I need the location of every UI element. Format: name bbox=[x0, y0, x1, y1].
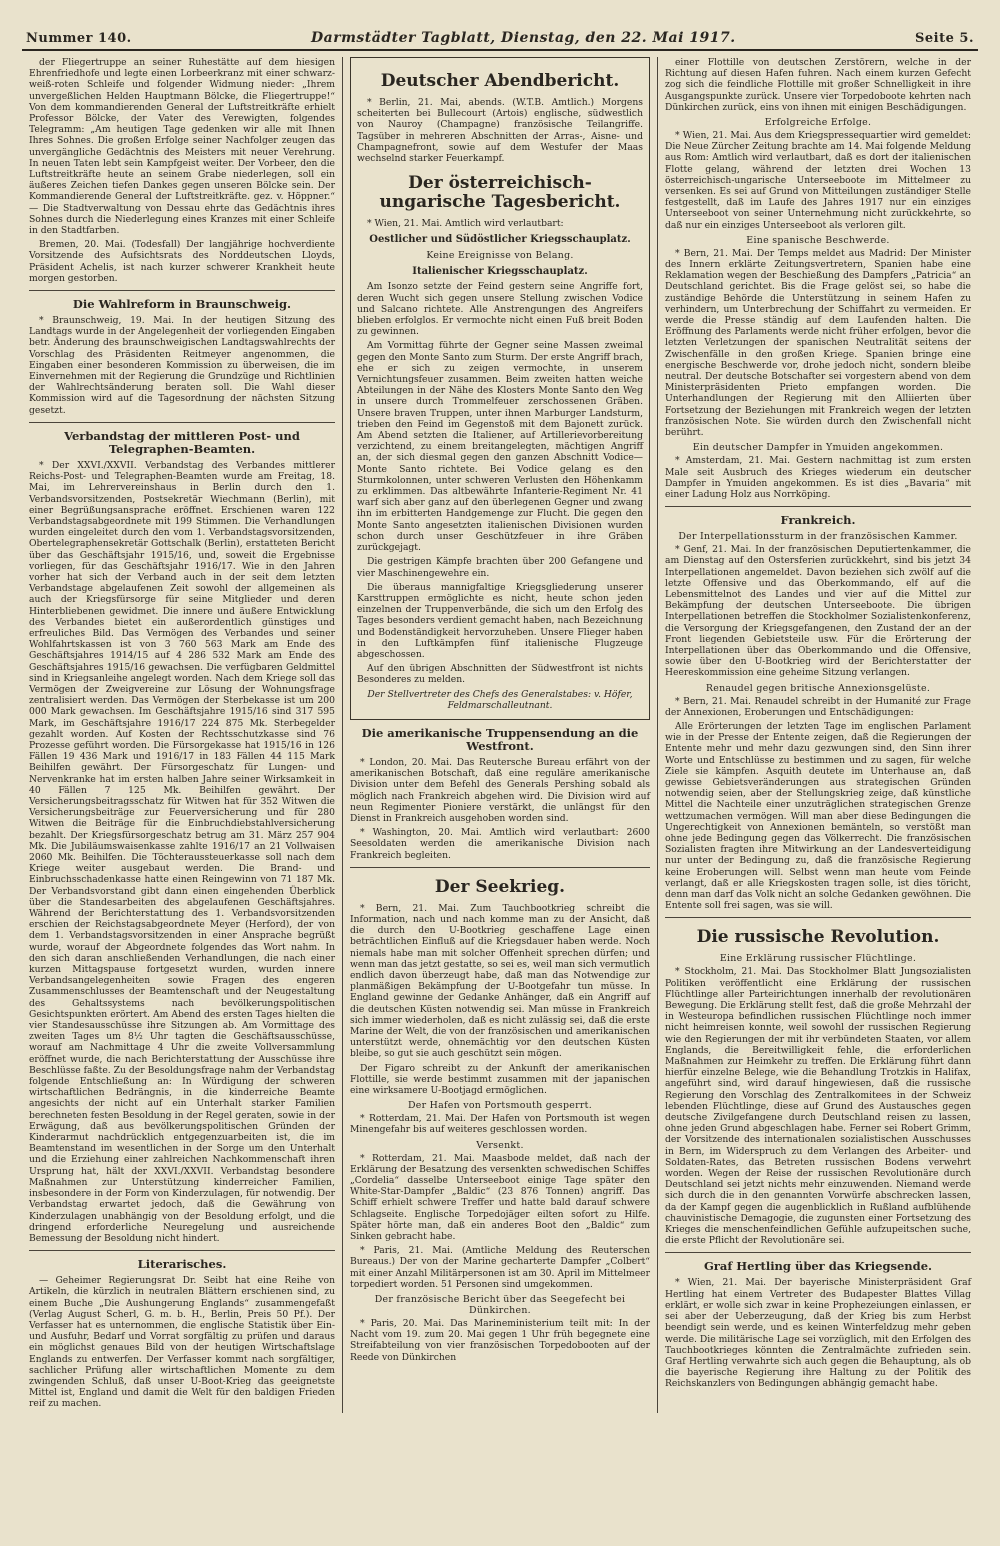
article-paragraph: Am Vormittag führte der Gegner seine Massen zweimal gegen den Monte Santo zum Sturm. Der erste Angriff brach, ehe er sich zu zeigen vermochte, in unserem Vernichtungsfeuer zusammen. Beim zweiten hatten weiche Abteilungen in der Nähe des Klosters Monte Santo den Weg in unsere durch Trommelfeuer zerschossenen Gräben. Unsere braven Truppen, unter ihnen Marburger Landsturm, trieben den Feind im Gegenstoß mit dem Bajonett zurück. Am Abend setzten die Italiener, auf Artillerievorbereitung verzichtend, zu einem breitangelegten, mächtigen Angriff an, der sich diesmal gegen den ganzen Abschnitt Vodice—Monte Santo richtete. Bei Vodice gelang es den Sturmkolonnen, unter schweren Verlusten den Höhenkamm zu erklimmen. Das altbewährte Infanterie-Regiment Nr. 41 warf sich aber ganz auf den überlegenen Gegner und zwang ihn im erbitterten Handgemenge zur Flucht. Die gegen den Monte Santo angesetzten italienischen Divisionen wurden schon durch unser Geschützfeuer in ihre Gräben zurückgejagt. bbox=[357, 340, 643, 554]
article-paragraph: * Braunschweig, 19. Mai. In der heutigen Sitzung des Landtags wurde in der Angelegenheit der vorliegenden Eingaben betr. Änderung des braunschweigischen Landtagswahlrechts der Vorschlag des Präsidenten Reitmeyer angenommen, die Eingaben einer besonderen Kommission zu überweisen, die im Einvernehmen mit der Regierung die Grundzüge und Richtlinien der Wahlrechtsänderung beraten soll. Die Wahl dieser Kommission wird auf die Tagesordnung der nächsten Sitzung gesetzt. bbox=[29, 315, 335, 416]
page-number: Seite 5. bbox=[915, 31, 974, 46]
subheading-italian-front: Italienischer Kriegsschauplatz. bbox=[412, 266, 588, 278]
headline-literarisches: Literarisches. bbox=[137, 1257, 227, 1272]
columns bbox=[22, 57, 978, 1413]
article-paragraph: der Fliegertruppe an seiner Ruhestätte auf dem hiesigen Ehrenfriedhofe und legte einen Lorbeerkranz mit einer schwarz-weiß-roten Schleife und folgender Widmung nieder: „Ihrem unvergeßlichen Helden Hauptmann Bölcke, die Fliegertruppe!“ Von dem kommandierenden General der Luftstreitkräfte erhielt Professor Bölcke, der Vater des Verewigten, folgendes Telegramm: „Am heutigen Tage gedenken wir alle mit Ihnen Ihres Sohnes. Die großen Erfolge seiner Nachfolger zeugen das unvergängliche Gedächtnis des Meisters mit neuer Verehrung. In neuen Taten lebt sein Kampfgeist weiter. Der Vorbeer, den die Luftstreitkräfte heute an seinem Grabe niederlegen, soll ein äußeres Zeichen tiefen Dankes gegen unseren Bölcke sein. Der Kommandierende General der Luftstreitkräfte. gez. v. Höppner.“ — Die Stadtverwaltung von Dessau ehrte das Gedächtnis ihres Sohnes durch die Niederlegung eines Kranzes mit einer Schleife in den Stadtfarben. bbox=[29, 57, 335, 237]
subheading-versenkt: Versenkt. bbox=[476, 1139, 524, 1151]
subheading-east-front: Oestlicher und Südöstlicher Kriegsschauplatz. bbox=[369, 234, 631, 246]
headline-abendbericht: Deutscher Abendbericht. bbox=[380, 71, 620, 91]
headline-seekrieg: Der Seekrieg. bbox=[434, 876, 566, 897]
report-box bbox=[350, 57, 650, 720]
issue-number: Nummer 140. bbox=[26, 31, 132, 46]
signature: Der Stellvertreter des Chefs des Generalstabes: v. Höfer, Feldmarschalleutnant. bbox=[367, 688, 633, 711]
article-paragraph: — Geheimer Regierungsrat Dr. Seibt hat eine Reihe von Artikeln, die kürzlich in neutralen Blättern erschienen sind, zu einem Buche „Die Aushungerung Englands“ zusammengefaßt (Verlag August Scherl, G. m. b. H., Berlin, Preis 50 Pf.). Der Verfasser hat es unternommen, die englische Statistik über Ein- und Ausfuhr, Bedarf und Vorrat sorgfältig zu prüfen und daraus ein möglichst genaues Bild von der heutigen Wirtschaftslage Englands zu entwerfen. Der Verfasser kommt nach sorgfältiger, sachlicher Prüfung aller wirtschaftlichen Momente zu dem zwingenden Schluß, daß unser U-Boot-Krieg das geeignetste Mittel ist, England und damit die Welt für den baldigen Frieden reif zu machen. bbox=[29, 1275, 335, 1410]
headline-truppensendung: Die amerikanische Truppensendung an die Westfront. bbox=[361, 725, 639, 753]
article-paragraph: * Amsterdam, 21. Mai. Gestern nachmittag ist zum ersten Male seit Ausbruch des Krieges wiederum ein deutscher Dampfer in Ymuiden angekommen. Es ist dies „Bavaria“ mit einer Ladung Holz aus Norrköping. bbox=[665, 455, 971, 500]
article-paragraph: * Paris, 20. Mai. Das Marineministerium teilt mit: In der Nacht vom 19. zum 20. Mai gegen 1 Uhr früh begegnete eine Streifabteilung von vier französischen Torpedobooten auf der Reede von Dünkirchen bbox=[350, 1318, 650, 1363]
article-paragraph: * Wien, 21. Mai. Der bayerische Ministerpräsident Graf Hertling hat einem Vertreter des Budapester Blattes Villag erklärt, er wolle sich zwar in keine Prophezeiungen einlassen, er sei aber der Ueberzeugung, daß der Krieg bis zum Herbst beendigt sein werde, und es keinen Winterfeldzug mehr geben werde. Die militärische Lage sei vorzüglich, mit den Erfolgen des Tauchbootkrieges könnten die Zentralmächte zufrieden sein. Graf Hertling verwahrte sich auch gegen die Behauptung, als ob die bayerische Regierung ihre Haltung zu der Politik des Reichskanzlers von Bedingungen abhängig gemacht habe. bbox=[665, 1277, 971, 1390]
headline-hertling: Graf Hertling über das Kriegsende. bbox=[703, 1259, 933, 1274]
article-paragraph: * Rotterdam, 21. Mai. Der Hafen von Portsmouth ist wegen Minengefahr bis auf weiteres geschlossen worden. bbox=[350, 1113, 650, 1136]
article-paragraph: * Rotterdam, 21. Mai. Maasbode meldet, daß nach der Erklärung der Besatzung des versenkten schwedischen Schiffes „Cordelia“ dasselbe Unterseeboot einige Tage später den White-Star-Dampfer „Baldic“ (23 876 Tonnen) angriff. Das Schiff erhielt schwere Treffer und hatte bald darauf schwere Schlagseite. Englische Torpedojäger eilten sofort zu Hilfe. Später hörte man, daß ein anderes Boot den „Baldic“ zum Sinken gebracht habe. bbox=[350, 1152, 650, 1243]
divider bbox=[29, 422, 335, 423]
headline-verbandstag: Verbandstag der mittleren Post- und Telegraphen-Beamten. bbox=[64, 428, 300, 456]
article-paragraph: Der Figaro schreibt zu der Ankunft der amerikanischen Flottille, sie werde bestimmt zusammen mit der japanischen eine wirksamere U-Bootjagd ermöglichen. bbox=[350, 1062, 650, 1097]
subheading-erfolge: Erfolgreiche Erfolge. bbox=[764, 117, 872, 129]
article-paragraph: Die gestrigen Kämpfe brachten über 200 Gefangene und vier Maschinengewehre ein. bbox=[357, 556, 643, 579]
article-paragraph: einer Flottille von deutschen Zerstörern, welche in der Richtung auf diesen Hafen fuhren. Nach einem kurzen Gefecht zog sich die feindliche Flottille mit großer Schnelligkeit in ihre Ausgangspunkte zurück. Unsere vier Torpedoboote kehrten nach Dünkirchen zurück, eins von ihnen mit einigen Beschädigungen. bbox=[665, 57, 971, 113]
masthead bbox=[22, 30, 978, 51]
article-paragraph: Bremen, 20. Mai. (Todesfall) Der langjährige hochverdiente Vorsitzende des Aufsichtsrats des Norddeutschen Lloyds, Präsident Achelis, ist nach kurzer schwerer Krankheit heute morgen gestorben. bbox=[29, 239, 335, 284]
subheading-interpellation: Der Interpellationssturm in der französischen Kammer. bbox=[678, 531, 958, 543]
subheading-text: Keine Ereignisse von Belang. bbox=[426, 250, 574, 262]
divider bbox=[350, 867, 650, 868]
article-paragraph: * Paris, 21. Mai. (Amtliche Meldung des Reuterschen Bureaus.) Der von der Marine gecharterte Dampfer „Colbert“ mit einer Anzahl Militärpersonen ist am 30. April im Mittelmeer torpediert worden. 51 Personen sind umgekommen. bbox=[350, 1245, 650, 1290]
article-paragraph: * London, 20. Mai. Das Reutersche Bureau erfährt von der amerikanischen Botschaft, daß eine reguläre amerikanische Division unter dem Befehl des Generals Pershing sobald als möglich nach Frankreich abgehen wird. Die Division wird auf neun Regimenter Pioniere verstärkt, die unlängst für den Dienst in Frankreich ausgehoben worden sind. bbox=[350, 756, 650, 824]
divider bbox=[29, 1250, 335, 1251]
headline-wahlreform: Die Wahlreform in Braunschweig. bbox=[72, 297, 292, 312]
article-paragraph: * Stockholm, 21. Mai. Das Stockholmer Blatt Jungsozialisten Politiken veröffentlicht eine Erklärung der russischen Flüchtlinge aller Parteirichtungen innerhalb der revolutionären Bewegung. Die Erklärung stellt fest, daß die große Mehrzahl der in Westeuropa befindlichen russischen Flüchtlinge noch immer nicht heimreisen konnte, weil sowohl der russischen Regierung wie den Regierungen der mit ihr verbündeten Staaten, vor allem Englands, die Bereitwilligkeit fehle, die erforderlichen Maßnahmen zur Heimkehr zu treffen. Die Erklärung führt dann hierfür einzelne Belege, wie die Behandlung Trotzkis in Halifax, angeführt sind, wird darauf hingewiesen, daß die russische Regierung den Vorschlag des Zentralkomitees in der Schweiz lebenden Flüchtlinge, diese auf Grund des Austausches gegen deutsche Zivilgefangene durch Deutschland reisen zu lassen, ohne jeden Grund abgeschlagen habe. Ferner sei Robert Grimm, der Vorsitzende des internationalen sozialistischen Ausschusses in Bern, im Widerspruch zu dem Verlangen des Arbeiter- und Soldaten-Rates, das Betreten russischen Bodens verwehrt worden. Wegen der Reise der russischen Revolutionäre durch Deutschland sei jetzt nichts mehr einzuwenden. Niemand werde sich durch die in den genannten Vorwürfe abschrecken lassen, da der Kampf gegen die augenblicklich in Rußland aufblühende chauvinistische Demagogie, die zugunsten einer Fortsetzung des Krieges die menschenfeindlichen Gefühle aufzupeitschen suche, die erste Pflicht der Revolutionäre sei. bbox=[665, 966, 971, 1247]
subheading-duenkirchen: Der französische Bericht über das Seegefecht bei Dünkirchen. bbox=[374, 1294, 626, 1317]
article-paragraph: * Washington, 20. Mai. Amtlich wird verlautbart: 2600 Seesoldaten werden die amerikanische Division nach Frankreich begleiten. bbox=[350, 827, 650, 861]
subheading-fluechtlinge: Eine Erklärung russischer Flüchtlinge. bbox=[719, 953, 917, 965]
column-1 bbox=[22, 57, 342, 1413]
divider bbox=[29, 290, 335, 291]
subheading-spanische: Eine spanische Beschwerde. bbox=[746, 234, 890, 246]
subheading-renaudel: Renaudel gegen britische Annexionsgelüste. bbox=[705, 682, 931, 694]
headline-frankreich: Frankreich. bbox=[780, 513, 856, 528]
article-paragraph: Am Isonzo setzte der Feind gestern seine Angriffe fort, deren Wucht sich gegen unsere Stellung zwischen Vodice und Salcano richtete. Alle Anstrengungen des Angreifers blieben erfolglos. Er vermochte nicht einen Fuß breit Boden zu gewinnen. bbox=[357, 281, 643, 338]
article-paragraph: * Wien, 21. Mai. Aus dem Kriegspressequartier wird gemeldet: Die Neue Zürcher Zeitung brachte am 14. Mai folgende Meldung aus Rom: Amtlich wird verlautbart, daß es dort der italienischen Flotte gelang, während der letzten drei Wochen 13 österreichisch-ungarische Unterseeboote im Mittelmeer zu versenken. Es sei auf Grund von Mitteilungen zuständiger Stelle festgestellt, daß im Laufe des Jahres 1917 nur ein einziges Unterseeboot von seiner Unternehmung nicht zurückkehrte, so daß nur ein einziges Unterseeboot als verloren gilt. bbox=[665, 130, 971, 231]
article-paragraph: * Genf, 21. Mai. In der französischen Deputiertenkammer, die am Dienstag auf den Ostersferien zurückkehrt, sind bis jetzt 34 Interpellationen angemeldet. Davon beziehen sich zwölf auf die letzte Offensive und das Oberkommando, elf auf die Lebensmittelnot des Landes und vier auf die Mittel zur Bekämpfung der deutschen Unterseeboote. Die übrigen Interpellationen betreffen die Stockholmer Sozialistenkonferenz, die Versorgung der Kriegsgefangenen, den Zustand der an der Front liegenden Gebietsteile usw. Für die Erörterung der Interpellationen über das Oberkommando und die Offensive, sowie über den U-Bootkrieg wird der Berichterstatter der Heereskommission eine geheime Sitzung verlangen. bbox=[665, 544, 971, 679]
column-2 bbox=[342, 57, 658, 1413]
article-paragraph: * Berlin, 21. Mai, abends. (W.T.B. Amtlich.) Morgens scheiterten bei Bullecourt (Artois) englische, südwestlich von Nauroy (Champagne) französische Teilangriffe. Tagsüber in mehreren Abschnitten der Arras-, Aisne- und Champagnefront, sowie auf dem Westufer der Maas wechselnd starker Feuerkampf. bbox=[357, 97, 643, 165]
article-paragraph: * Bern, 21. Mai. Zum Tauchbootkrieg schreibt die Information, nach und nach komme man zu der Ansicht, daß die durch den U-Bootkrieg geschaffene Lage einen beträchtlichen Einfluß auf die Kriegsdauer haben werde. Noch niemals habe man mit solcher Offenheit sprechen dürfen; und wenn man das jetzt gestatte, so sei es, weil man sich vermutlich endlich davon überzeugt habe, daß man das Notwendige zur planmäßigen Bekämpfung der U-Bootgefahr tun müsse. In England gewinne der Gedanke Anhänger, daß ein Angriff auf die deutschen Küsten notwendig sei. Man müsse in Frankreich sich immer wiederholen, daß es nicht zulässig sei, daß die erste Marine der Welt, die von der französischen und amerikanischen unterstützt werde, ohnemächtig vor den deutschen Küsten bleibe, so gut sie auch geschützt sein mögen. bbox=[350, 902, 650, 1060]
headline-revolution: Die russische Revolution. bbox=[696, 927, 940, 948]
article-paragraph: * Der XXVI./XXVII. Verbandstag des Verbandes mittlerer Reichs-Post- und Telegraphen-Beamten wurde am Freitag, 18. Mai, im Lehrervereinshaus in Berlin durch den 1. Verbandsvorsitzenden, Postsekretär Wiechmann (Berlin), mit einer Begrüßungsansprache eröffnet. Erschienen waren 122 Verbandstagsabgeordnete mit 199 Stimmen. Die Verhandlungen wurden eingeleitet durch den vom 1. Verbandstagsvorsitzenden, Obertelegraphensekretär Gottschalk (Berlin), erstatteten Bericht über das Geschäftsjahr 1915/16, und, soweit die Ergebnisse vorliegen, für das Geschäftsjahr 1916/17. Wie in den Jahren vorher hat sich der Verband auch in der seit dem letzten Verbandstage abgelaufenen Zeit sowohl der allgemeinen als auch der Kriegsfürsorge für seine Mitglieder und deren Hinterbliebenen gewidmet. Die innere und äußere Entwicklung des Verbandes bietet ein außerordentlich günstiges und erfreuliches Bild. Das Vermögen des Verbandes und seiner Wohlfahrtskassen ist von 3 760 563 Mark am Ende des Geschäftsjahres 1914/15 auf 4 286 532 Mark am Ende des Geschäftsjahres 1915/16 gewachsen. Die verfügbaren Geldmittel sind in Kriegsanleihe angelegt worden. Nach dem Kriege soll das Vermögen der Zweigvereine zur Lösung der Wohnungsfrage zentralisiert werden. Das Vermögen der Sterbekasse ist um 200 000 Mark gewachsen. Im Geschäftsjahre 1915/16 sind 317 595 Mark, im Geschäftsjahre 1916/17 224 875 Mk. Sterbegelder gezahlt worden. Auf Kosten der Rechtsschutzkasse sind 76 Prozesse geführt worden. Die Fürsorgekasse hat 1915/16 in 126 Fällen 19 436 Mark und 1916/17 in 183 Fällen 44 115 Mark Beihilfen gewährt. Der Fürsorgeschatz für Lungen- und Nervenkranke hat im ersten halben Jahre seiner Wirksamkeit in 40 Fällen 7 125 Mk. Beihilfen gewährt. Der Versicherungsbeitragsschatz für Witwen hat für 352 Witwen die Versicherungsbeiträge zur Feuerversicherung und für 280 Witwen die Beiträge für die Einbruchdiebstahlversicherung bezahlt. Der Kriegsfürsorgeschatz betrug am 31. März 257 904 Mk. Die Jubiläumswaisenkasse zahlte 1916/17 an 21 Vollwaisen 2060 Mk. Beihilfen. Die Töchteraussteuerkasse soll nach dem Kriege weiter ausgebaut werden. Die Brand- und Einbruchsschadenkasse hatte einen Reingewinn von 71 187 Mk. Der Verbandsvorstand gibt dann einen eingehenden Überblick über die Standesarbeiten des abgelaufenen Geschäftsjahres. Während der Berichterstattung des 1. Verbandsvorsitzenden erschien der Reichstagsabgeordnete Meyer (Herford), der von dem 1. Verbandstagsvorsitzenden in einer Ansprache begrüßt wurde, worauf der Abgeordnete folgendes das Wort nahm. In den sich daran anschließenden Verhandlungen, die nach einer kurzen Mittagspause fortgesetzt wurden, wurden innere Verbandsangelegenheiten sowie Fragen des engeren Zusammenschlusses der Beamtenschaft und der Neugestaltung des Gehaltssystems nach bevölkerungspolitischen Gesichtspunkten erörtert. Am Abend des ersten Tages hielten die vier Standesausschüsse ihre Sitzungen ab. Am Vormittage des zweiten Tages um 8½ Uhr tagten die Geschäftsausschüsse, worauf am Nachmittage 4 Uhr die zweite Vollversammlung eröffnet wurde, die nach Berichterstattung der Ausschüsse ihre Beschlüsse faßte. Zu der Besoldungsfrage nahm der Verbandstag folgende Entschließung an: In Würdigung der schweren wirtschaftlichen Bedrängnis, in die kinderreiche Beamte angesichts der nicht auf ein Unterhalt starker Familien berechneten festen Besoldung in der Regel geraten, sowie in der Erwägung, daß aus bevölkerungspolitischen Gründen der Kinderarmut nachdrücklich entgegenzuarbeiten ist, die im Beamtenstand im wesentlichen in der Sorge um den Unterhalt und die Erziehung einer zahlreichen Nachkommenschaft ihren Ursprung hat, hält der XXVI./XXVII. Verbandstag besondere Maßnahmen zur Unterstützung kinderreicher Familien, insbesondere in der Form von Kinderzulagen, für notwendig. Der Verbandstag erwartet jedoch, daß die Gewährung von Kinderzulagen unabhängig von der Besoldung erfolgt, und die dringend erforderliche Neuregelung und ausreichende Bemessung der Besoldung nicht hindert. bbox=[29, 459, 335, 1244]
divider bbox=[665, 917, 971, 918]
column-3 bbox=[658, 57, 978, 1413]
headline-oesterreich: Der österreichisch-ungarische Tagesbericht. bbox=[379, 173, 621, 213]
article-paragraph: Die überaus mannigfaltige Kriegsgliederung unserer Karsttruppen ermöglichte es nicht, heute schon jeden einzelnen der Truppenverbände, die sich um den Erfolg des Tages besonders verdient gemacht haben, nach Bezeichnung und Bodenständigkeit hervorzuheben. Unsere Flieger haben in den Luftkämpfen fünf italienische Flugzeuge abgeschossen. bbox=[357, 581, 643, 660]
article-paragraph: * Bern, 21. Mai. Renaudel schreibt in der Humanité zur Frage der Annexionen, Eroberungen und Entschädigungen: bbox=[665, 695, 971, 718]
subheading-ymuiden: Ein deutscher Dampfer in Ymuiden angekommen. bbox=[692, 442, 944, 454]
article-paragraph: Alle Erörterungen der letzten Tage im englischen Parlament wie in der Presse der Entente zeigen, daß die Regierungen der Entente mehr und mehr dazu gezwungen sind, den Sinn ihrer Worte und Entschlüsse zu bestimmen und zu sagen, für welche Ziele sie kämpfen. Asquith deutete im Unterhause an, daß gewisse Gebietsveränderungen aus strategischen Gründen notwendig seien, aber der Stellungskrieg zeige, daß künstliche Mittel die Nachteile einer unzuträglichen strategischen Grenze wettzumachen vermögen. Will man aber diese Bedingungen die Ungerechtigkeit von Annexionen bemänteln, so verstößt man ohne jede Bedingung gegen das Völkerrecht. Die französischen Sozialisten fragten ihre Mitwirkung an der Landesverteidigung nur unter der Bedingung zu, daß die französische Regierung keine Eroberungen will. Selbst wenn man heute vom Feinde verlangt, daß er alle Kriegskosten tragen solle, ist dies töricht, denn man darf das Volk nicht an solche Gedanken gewöhnen. Die Entente soll frei sagen, was sie will. bbox=[665, 720, 971, 912]
divider bbox=[665, 506, 971, 507]
divider bbox=[665, 1252, 971, 1253]
article-paragraph: * Bern, 21. Mai. Der Temps meldet aus Madrid: Der Minister des Innern erklärte Zeitungsvertretern, Spanien habe eine Reklamation wegen der Beschießung des Dampfers „Patricia“ an Deutschland gerichtet. Bis die Frage gelöst sei, so habe die zuständige Behörde die Unterstützung in seinem Hafen zu verhindern, um Unterbrechung der Schiffahrt zu vermeiden. Er werde die Presse ständig auf dem Laufenden halten. Die Eröffnung des Parlaments werde nicht früher erfolgen, bevor die letzten Verletzungen der spanischen Neutralität seitens der Zwischenfälle in den großen Kriege. Spanien bringe eine energische Beschwerde vor, drohe jedoch nicht, sondern bleibe neutral. Der deutsche Botschafter sei vorgestern abend von dem Ministerpräsidenten Prieto empfangen worden. Die Unterhandlungen der Regierung mit den Alliierten über Fortsetzung der Beziehungen mit Frankreich wegen der letzten französischen Note. Sie würden durch den Zwischenfall nicht berührt. bbox=[665, 247, 971, 439]
article-paragraph: Auf den übrigen Abschnitten der Südwestfront ist nichts Besonderes zu melden. bbox=[357, 663, 643, 686]
subheading-portsmouth: Der Hafen von Portsmouth gesperrt. bbox=[407, 1100, 593, 1112]
newspaper-title: Darmstädter Tagblatt, Dienstag, den 22. Mai 1917. bbox=[311, 30, 736, 46]
article-intro: * Wien, 21. Mai. Amtlich wird verlautbart: bbox=[367, 218, 564, 230]
